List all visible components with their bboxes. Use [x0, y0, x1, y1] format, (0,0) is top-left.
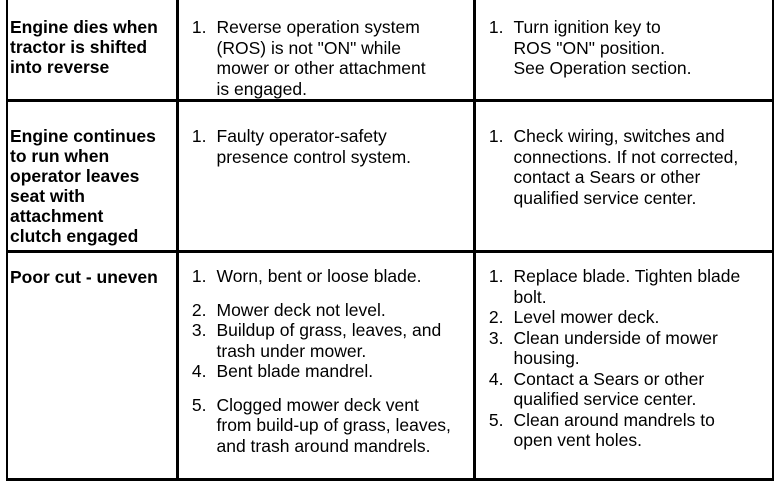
item-text: Replace blade. Tighten blade bolt.: [513, 266, 741, 307]
correction-cell: [474, 101, 773, 252]
correction-cell: [474, 252, 773, 480]
table-row: [7, 252, 773, 480]
cause-list: [179, 102, 473, 167]
item-number: 4.: [191, 361, 207, 381]
list-item: [484, 266, 767, 307]
item-text: Worn, bent or loose blade.: [216, 266, 422, 286]
item-text: Faulty operator-safety presence control system.: [216, 126, 412, 167]
list-item: [187, 17, 467, 99]
item-text: Level mower deck.: [513, 307, 660, 327]
item-number: 2.: [191, 299, 207, 320]
item-text: Clean underside of mower housing.: [513, 327, 718, 368]
list-item: [484, 369, 767, 410]
table-row: [7, 0, 773, 101]
table-row: [7, 101, 773, 252]
item-number: 4.: [488, 368, 504, 389]
cause-cell: [177, 101, 474, 252]
troubleshooting-table: [6, 0, 774, 481]
problem-cell: [7, 101, 177, 252]
item-text: Mower deck not level.: [216, 299, 386, 320]
cause-list: [179, 0, 473, 99]
list-item: [484, 410, 767, 451]
list-item: [484, 307, 767, 328]
item-text: Clogged mower deck vent from build-up of grass, leaves, and trash around mandrels.: [216, 394, 451, 456]
correction-list: [476, 253, 773, 451]
item-text: Clean around mandrels to open vent holes.: [513, 409, 715, 450]
problem-text: Engine dies when tractor is shifted into reverse: [10, 17, 158, 77]
correction-list: [476, 102, 773, 208]
item-text: Contact a Sears or other qualified service center.: [513, 368, 705, 409]
list-item: [187, 395, 467, 457]
list-item: [187, 320, 467, 361]
list-item: [187, 126, 467, 167]
list-item: [484, 17, 767, 79]
item-number: 3.: [191, 320, 207, 340]
item-number: 5.: [488, 409, 504, 430]
item-text: Buildup of grass, leaves, and trash under mower.: [216, 320, 442, 361]
list-item: [187, 361, 467, 382]
problem-text: Poor cut - uneven: [10, 267, 158, 287]
item-text: Reverse operation system (ROS) is not "ON" while mower or other attachment is engaged.: [216, 17, 426, 99]
item-text: Turn ignition key to ROS "ON" position. See Operation section.: [513, 17, 692, 78]
problem-text: Engine continues to run when operator leaves seat with attachment clutch engaged: [10, 126, 156, 246]
problem-cell: [7, 252, 177, 480]
correction-list: [476, 0, 773, 79]
cause-cell: [177, 252, 474, 480]
list-item: [187, 266, 467, 287]
item-number: 1.: [488, 17, 504, 37]
item-text: Check wiring, switches and connections. If not corrected, contact a Sears or other qualified service center.: [513, 126, 739, 208]
item-number: 3.: [488, 327, 504, 348]
item-text: Bent blade mandrel.: [216, 361, 374, 381]
item-number: 5.: [191, 394, 207, 415]
list-item: [484, 328, 767, 369]
item-number: 1.: [191, 126, 207, 146]
item-number: 1.: [488, 266, 504, 286]
list-item: [484, 126, 767, 208]
list-item: [187, 300, 467, 321]
cause-cell: [177, 0, 474, 101]
item-number: 1.: [191, 266, 207, 286]
problem-cell: [7, 0, 177, 101]
cause-list: [179, 253, 473, 456]
item-number: 1.: [488, 126, 504, 146]
item-number: 2.: [488, 307, 504, 327]
correction-cell: [474, 0, 773, 101]
item-number: 1.: [191, 17, 207, 37]
